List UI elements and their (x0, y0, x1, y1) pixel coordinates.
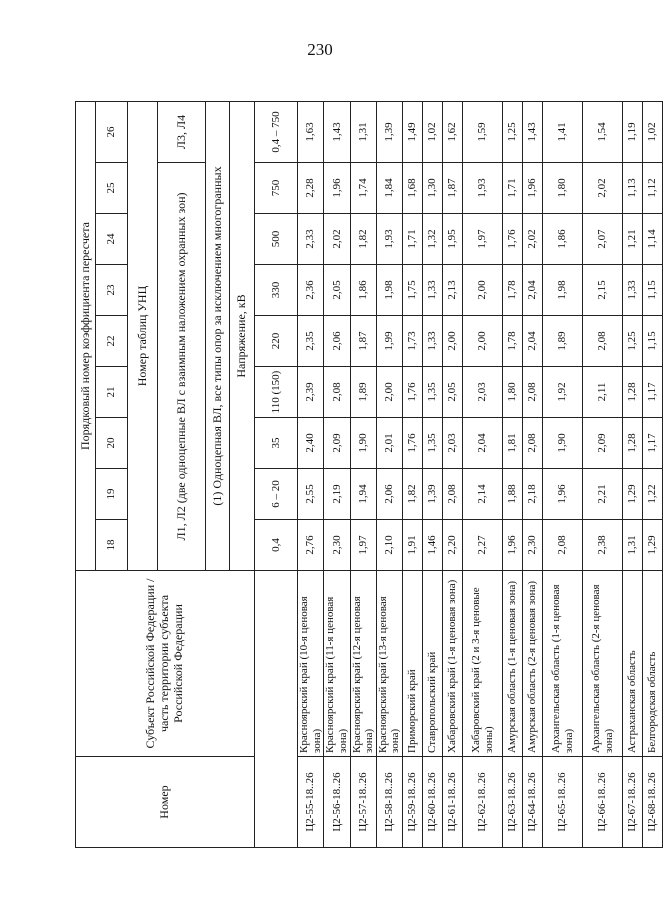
table-row (423, 102, 443, 848)
row-value: 1,68 (403, 163, 423, 214)
row-value: 1,41 (543, 102, 583, 163)
row-value: 2,15 (583, 265, 623, 316)
row-value: 2,00 (376, 367, 402, 418)
header-unc-main: Л1, Л2 (две одноцепные ВЛ с взаимным наложением охранных зон) (158, 163, 206, 571)
row-code: Ц2-65-18..26 (543, 757, 583, 848)
row-value: 1,84 (376, 163, 402, 214)
row-value: 2,08 (523, 418, 543, 469)
row-value: 2,00 (463, 316, 503, 367)
voltage-label: 500 (255, 214, 298, 265)
row-value: 2,28 (298, 163, 324, 214)
coeff-number: 22 (96, 316, 128, 367)
row-value: 1,29 (643, 520, 663, 571)
row-value: 2,09 (583, 418, 623, 469)
row-value: 1,25 (503, 102, 523, 163)
row-value: 2,11 (583, 367, 623, 418)
row-value: 1,29 (623, 469, 643, 520)
row-value: 1,97 (350, 520, 376, 571)
rotated-table-container (75, 102, 659, 848)
row-value: 2,08 (583, 316, 623, 367)
header-section-title: (1) Одноцепная ВЛ, все типы опор за исключением многогранных (206, 102, 230, 571)
row-value: 1,54 (583, 102, 623, 163)
row-value: 1,17 (643, 418, 663, 469)
row-subject: Амурская область (2-я ценовая зона) (523, 571, 543, 757)
coeff-number: 25 (96, 163, 128, 214)
row-value: 2,40 (298, 418, 324, 469)
row-code: Ц2-61-18..26 (443, 757, 463, 848)
row-value: 1,88 (503, 469, 523, 520)
row-value: 2,04 (463, 418, 503, 469)
row-value: 2,02 (324, 214, 350, 265)
row-value: 2,00 (443, 316, 463, 367)
row-value: 1,93 (463, 163, 503, 214)
row-value: 2,02 (583, 163, 623, 214)
row-subject: Приморский край (403, 571, 423, 757)
row-value: 1,80 (503, 367, 523, 418)
row-value: 2,03 (463, 367, 503, 418)
row-value: 2,04 (523, 265, 543, 316)
row-value: 1,97 (463, 214, 503, 265)
table-row (298, 102, 324, 848)
row-subject: Архангельская область (2-я ценовая зона) (583, 571, 623, 757)
row-value: 2,01 (376, 418, 402, 469)
row-value: 2,33 (298, 214, 324, 265)
row-value: 1,95 (443, 214, 463, 265)
row-value: 1,92 (543, 367, 583, 418)
row-value: 2,02 (523, 214, 543, 265)
header-spacer (255, 571, 298, 848)
row-subject: Красноярский край (13-я ценовая зона) (376, 571, 402, 757)
row-value: 1,98 (543, 265, 583, 316)
row-value: 1,89 (543, 316, 583, 367)
row-value: 1,02 (423, 102, 443, 163)
row-value: 1,43 (324, 102, 350, 163)
table-body (298, 102, 663, 848)
row-value: 2,05 (443, 367, 463, 418)
row-value: 2,10 (376, 520, 402, 571)
row-value: 2,09 (324, 418, 350, 469)
row-value: 1,90 (543, 418, 583, 469)
row-value: 2,39 (298, 367, 324, 418)
row-subject: Красноярский край (12-я ценовая зона) (350, 571, 376, 757)
row-code: Ц2-62-18..26 (463, 757, 503, 848)
voltage-label: 110 (150) (255, 367, 298, 418)
row-value: 1,59 (463, 102, 503, 163)
row-value: 1,93 (376, 214, 402, 265)
row-value: 1,82 (350, 214, 376, 265)
row-subject: Хабаровский край (2 и 3-я ценовые зоны) (463, 571, 503, 757)
row-value: 2,20 (443, 520, 463, 571)
table-row (623, 102, 643, 848)
table-row (643, 102, 663, 848)
row-code: Ц2-57-18..26 (350, 757, 376, 848)
row-value: 1,63 (298, 102, 324, 163)
coeff-number: 19 (96, 469, 128, 520)
header-nomer: Номер (76, 757, 255, 848)
row-subject: Красноярский край (10-я ценовая зона) (298, 571, 324, 757)
row-value: 1,02 (643, 102, 663, 163)
coeff-number: 18 (96, 520, 128, 571)
row-value: 1,87 (443, 163, 463, 214)
row-value: 2,35 (298, 316, 324, 367)
header-subject: Субъект Российской Федерации / часть территории субъекта Российской Федерации (76, 571, 255, 757)
row-value: 1,86 (543, 214, 583, 265)
row-value: 1,25 (623, 316, 643, 367)
row-value: 1,13 (623, 163, 643, 214)
row-value: 1,96 (324, 163, 350, 214)
row-subject: Архангельская область (1-я ценовая зона) (543, 571, 583, 757)
row-value: 1,15 (643, 265, 663, 316)
row-value: 1,96 (503, 520, 523, 571)
row-value: 1,76 (503, 214, 523, 265)
row-value: 1,31 (623, 520, 643, 571)
table-row (443, 102, 463, 848)
row-value: 1,28 (623, 367, 643, 418)
row-value: 1,98 (376, 265, 402, 316)
row-value: 1,39 (423, 469, 443, 520)
voltage-label: 220 (255, 316, 298, 367)
row-value: 1,32 (423, 214, 443, 265)
row-value: 1,62 (443, 102, 463, 163)
row-value: 2,38 (583, 520, 623, 571)
row-value: 2,36 (298, 265, 324, 316)
table-row (543, 102, 583, 848)
row-value: 2,19 (324, 469, 350, 520)
row-value: 1,35 (423, 418, 443, 469)
voltage-label: 35 (255, 418, 298, 469)
row-value: 1,82 (403, 469, 423, 520)
row-value: 2,08 (543, 520, 583, 571)
row-value: 1,86 (350, 265, 376, 316)
row-code: Ц2-67-18..26 (623, 757, 643, 848)
row-code: Ц2-68-18..26 (643, 757, 663, 848)
row-value: 1,81 (503, 418, 523, 469)
coefficient-table (75, 101, 663, 848)
row-value: 2,03 (443, 418, 463, 469)
row-code: Ц2-64-18..26 (523, 757, 543, 848)
row-value: 2,08 (324, 367, 350, 418)
row-value: 1,78 (503, 265, 523, 316)
row-value: 2,07 (583, 214, 623, 265)
table-row (583, 102, 623, 848)
voltage-label: 0,4 (255, 520, 298, 571)
row-value: 2,06 (376, 469, 402, 520)
row-value: 2,08 (523, 367, 543, 418)
row-value: 1,33 (623, 265, 643, 316)
table-row (324, 102, 350, 848)
row-value: 1,31 (350, 102, 376, 163)
row-value: 2,18 (523, 469, 543, 520)
row-value: 1,89 (350, 367, 376, 418)
coeff-number: 26 (96, 102, 128, 163)
row-value: 2,55 (298, 469, 324, 520)
row-value: 1,33 (423, 316, 443, 367)
row-value: 1,99 (376, 316, 402, 367)
page-number: 230 (307, 40, 333, 59)
row-value: 1,49 (403, 102, 423, 163)
row-value: 2,04 (523, 316, 543, 367)
row-value: 2,14 (463, 469, 503, 520)
header-voltage-title: Напряжение, кВ (230, 102, 255, 571)
row-subject: Амурская область (1-я ценовая зона) (503, 571, 523, 757)
row-value: 1,15 (643, 316, 663, 367)
row-value: 1,33 (423, 265, 443, 316)
row-value: 1,28 (623, 418, 643, 469)
row-value: 1,90 (350, 418, 376, 469)
row-value: 1,80 (543, 163, 583, 214)
voltage-label: 330 (255, 265, 298, 316)
row-value: 1,17 (643, 367, 663, 418)
row-value: 1,19 (623, 102, 643, 163)
header-coeff-title: Порядковый номер коэффициента пересчета (76, 102, 96, 571)
row-code: Ц2-55-18..26 (298, 757, 324, 848)
row-value: 1,76 (403, 418, 423, 469)
row-value: 1,71 (503, 163, 523, 214)
row-value: 2,76 (298, 520, 324, 571)
row-value: 1,71 (403, 214, 423, 265)
row-value: 1,87 (350, 316, 376, 367)
table-row (523, 102, 543, 848)
header-unc-last: Л3, Л4 (158, 102, 206, 163)
coeff-number: 24 (96, 214, 128, 265)
row-value: 2,13 (443, 265, 463, 316)
row-value: 1,35 (423, 367, 443, 418)
row-subject: Астраханская область (623, 571, 643, 757)
row-value: 2,27 (463, 520, 503, 571)
row-value: 1,12 (643, 163, 663, 214)
row-value: 1,39 (376, 102, 402, 163)
row-value: 1,75 (403, 265, 423, 316)
row-value: 2,08 (443, 469, 463, 520)
coeff-number: 21 (96, 367, 128, 418)
voltage-label: 750 (255, 163, 298, 214)
row-value: 2,06 (324, 316, 350, 367)
row-value: 1,73 (403, 316, 423, 367)
row-value: 1,30 (423, 163, 443, 214)
row-subject: Ставропольский край (423, 571, 443, 757)
table-row (376, 102, 402, 848)
row-code: Ц2-63-18..26 (503, 757, 523, 848)
row-code: Ц2-60-18..26 (423, 757, 443, 848)
header-unc-title: Номер таблиц УНЦ (128, 102, 158, 571)
coeff-number: 20 (96, 418, 128, 469)
row-code: Ц2-56-18..26 (324, 757, 350, 848)
row-value: 1,78 (503, 316, 523, 367)
row-code: Ц2-58-18..26 (376, 757, 402, 848)
row-value: 1,22 (643, 469, 663, 520)
row-subject: Белгородская область (643, 571, 663, 757)
row-code: Ц2-59-18..26 (403, 757, 423, 848)
row-value: 1,76 (403, 367, 423, 418)
row-value: 2,30 (324, 520, 350, 571)
table-row (463, 102, 503, 848)
table-row (403, 102, 423, 848)
voltage-label: 0,4 – 750 (255, 102, 298, 163)
row-value: 1,21 (623, 214, 643, 265)
row-value: 1,14 (643, 214, 663, 265)
row-value: 1,46 (423, 520, 443, 571)
row-code: Ц2-66-18..26 (583, 757, 623, 848)
row-value: 2,05 (324, 265, 350, 316)
row-value: 1,91 (403, 520, 423, 571)
voltage-label: 6 – 20 (255, 469, 298, 520)
row-value: 1,74 (350, 163, 376, 214)
row-subject: Красноярский край (11-я ценовая зона) (324, 571, 350, 757)
row-value: 1,94 (350, 469, 376, 520)
row-value: 2,30 (523, 520, 543, 571)
row-value: 1,96 (543, 469, 583, 520)
coeff-number: 23 (96, 265, 128, 316)
row-subject: Хабаровский край (1-я ценовая зона) (443, 571, 463, 757)
row-value: 1,43 (523, 102, 543, 163)
row-value: 1,96 (523, 163, 543, 214)
row-value: 2,21 (583, 469, 623, 520)
table-row (503, 102, 523, 848)
row-value: 2,00 (463, 265, 503, 316)
table-row (350, 102, 376, 848)
